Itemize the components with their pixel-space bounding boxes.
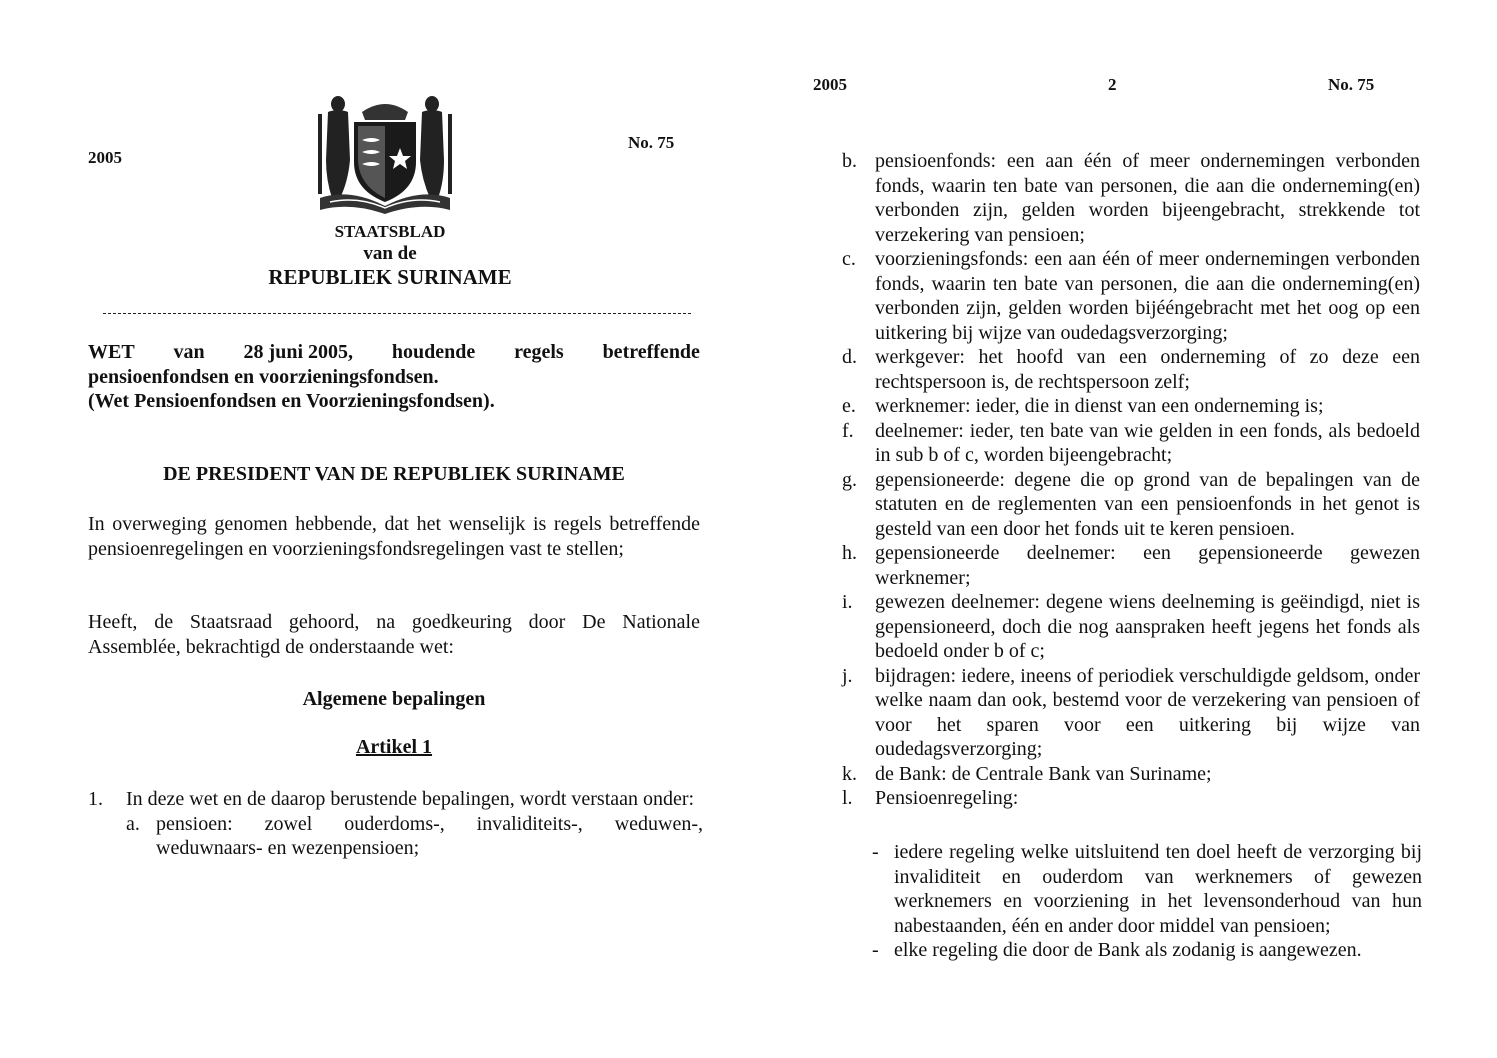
right-page-page-number: 2 [1108,75,1117,94]
law-title-word: WET [88,341,135,363]
definition-text: Pensioenregeling: [875,787,1019,809]
president-heading: DE PRESIDENT VAN DE REPUBLIEK SURINAME [163,463,625,485]
section-heading: Algemene bepalingen [302,688,486,710]
left-page-year: 2005 [88,148,122,167]
left-page-number: No. 75 [628,133,675,152]
law-title-line2: pensioenfondsen en voorzieningsfondsen. [88,365,439,388]
definition-text: bijdragen: iedere, ineens of periodiek verschuldigde geldsom, onder welke naam dan ook, bestemd voor de verzekering van pensioen of voor het sparen voor een uitkering bij wijze van oudedagsverzorging; [875,664,1420,760]
definition-text: pensioenfonds: een aan één of meer ondernemingen verbonden fonds, waarin ten bate van personen, die aan die onderneming(en) verbonden zijn, gelden worden bijeengebracht, strekkende tot verzekering van pensioen; [875,150,1420,246]
item-text: In deze wet en de daarop berustende bepalingen, wordt verstaan onder: [126,788,695,810]
definition-text: de Bank: de Centrale Bank van Suriname; [875,762,1212,785]
bullet-mark: - [872,939,879,961]
law-title-word: regels [514,341,564,363]
definition-item [842,468,1420,542]
definition-letter: l. [842,787,853,809]
pensioenregeling-bullets [872,840,1422,963]
definition-item [842,664,1420,762]
definition-item [842,247,1420,345]
definition-item [842,149,1420,247]
definition-letter: j. [842,664,853,687]
law-title-line1 [88,340,700,365]
law-title [88,340,700,414]
definition-letter: a. [126,812,140,835]
definition-letter: i. [842,591,853,613]
definition-item [842,345,1420,394]
right-page-year: 2005 [813,75,847,94]
preamble-paragraph: In overweging genomen hebbende, dat het wenselijk is regels betreffende pensioenregelingen en voorzieningsfondsregelingen vast te stellen; [88,513,700,560]
definition-text: werkgever: het hoofd van een onderneming of zo deze een rechtspersoon is, de rechtspersoon zelf; [875,346,1420,393]
law-title-line3: (Wet Pensioenfondsen en Voorzieningsfondsen). [88,390,495,412]
definition-item [842,786,1420,811]
definition-letter: b. [842,150,857,172]
article-heading [88,735,700,760]
definition-text: werknemer: ieder, die in dienst van een onderneming is; [875,395,1324,417]
law-title-date: 28 juni 2005, [243,341,353,363]
definition-text: gewezen deelnemer: degene wiens deelneming is geëindigd, niet is gepensioneerd, doch die nog aanspraken heeft jegens het fonds als bedoeld onder b of c; [875,591,1420,662]
definition-text: voorzieningsfonds: een aan één of meer ondernemingen verbonden fonds, waarin ten bate van personen, die aan die onderneming(en) verbonden zijn, gelden worden bijééngebracht met het oog op een uitkering bij wijze van oudedagsverzorging; [875,248,1420,344]
definition-letter: e. [842,395,856,417]
definition-letter: g. [842,468,857,491]
definition-item [842,419,1420,468]
definition-letter: f. [842,419,854,442]
masthead-van-de: van de [363,243,417,264]
law-title-word: van [173,341,205,363]
bullet-mark: - [872,841,879,863]
definition-a [88,812,703,861]
law-title-word: houdende [391,341,476,363]
definition-letter: d. [842,346,857,368]
item-number: 1. [88,788,103,810]
masthead-republiek: REPUBLIEK SURINAME [268,265,512,289]
definition-item [842,541,1420,590]
definition-letter: h. [842,542,857,564]
definition-item [842,762,1420,787]
definition-text: deelnemer: ieder, ten bate van wie gelden in een fonds, als bedoeld in sub b of c, worden bijeengebracht; [875,419,1420,466]
definition-item [842,590,1420,664]
masthead-divider [103,313,691,314]
definition-letter: k. [842,762,857,785]
definition-item [842,394,1420,419]
definitions-list [842,149,1420,811]
bullet-item [872,938,1422,963]
bullet-text: elke regeling die door de Bank als zodanig is aangewezen. [894,939,1362,961]
bullet-text: iedere regeling welke uitsluitend ten doel heeft de verzorging bij invaliditeit en ouderdom van werknemers of gewezen werknemers en voorziening in het levensonderhoud van hun nabestaanden, één en ander door middel van pensioen; [894,841,1422,937]
definition-letter: c. [842,248,856,270]
law-title-word: betreffende [602,341,700,363]
article-heading-text: Artikel 1 [355,736,433,758]
definition-text: pensioen: zowel ouderdoms-, invaliditeits-, weduwen-, weduwnaars- en wezenpensioen; [156,812,703,859]
enactment-paragraph: Heeft, de Staatsraad gehoord, na goedkeuring door De Nationale Assemblée, bekrachtigd de onderstaande wet: [88,611,700,658]
masthead-staatsblad: STAATSBLAD [334,222,446,241]
coat-of-arms-emblem [310,90,460,215]
right-page-number: No. 75 [1328,75,1375,94]
bullet-item [872,840,1422,938]
article-item-1 [88,787,703,861]
definition-text: gepensioneerde: degene die op grond van de bepalingen van de statuten en de reglementen van een pensioenfonds in het genot is gesteld van een door het fonds uit te keren pensioen. [875,468,1420,540]
definition-text: gepensioneerde deelnemer: een gepensioneerde gewezen werknemer; [875,542,1420,589]
